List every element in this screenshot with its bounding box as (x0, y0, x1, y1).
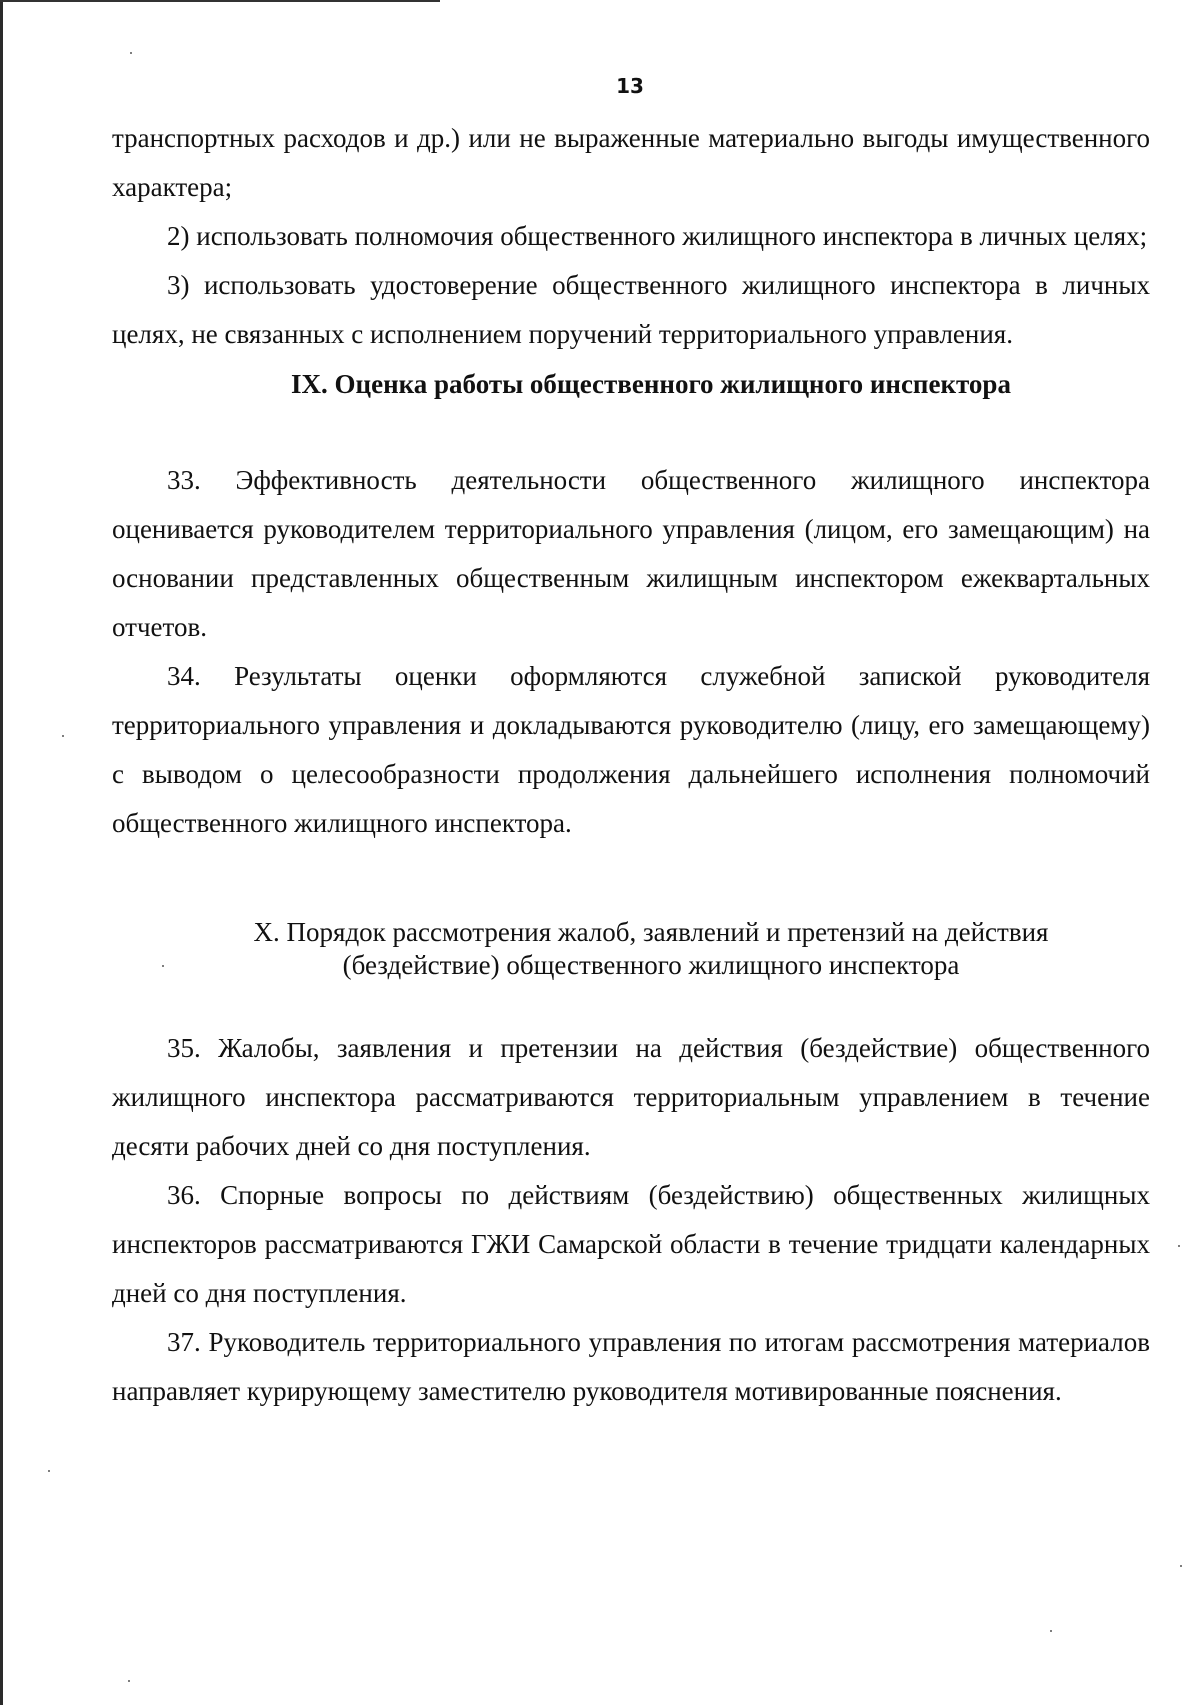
paragraph-continuation: транспортных расходов и др.) или не выраженные материально выгоды имущественного характера; (112, 123, 1150, 202)
page-number: 13 (616, 74, 644, 98)
paragraph-item-3: 3) использовать удостоверение общественного жилищного инспектора в личных целях, не связанных с исполнением поручений территориального управления. (112, 270, 1150, 349)
scan-speck (128, 1680, 130, 1682)
paragraph-36: 36. Спорные вопросы по действиям (бездействию) общественных жилищных инспекторов рассматриваются ГЖИ Самарской области в течение тридцати календарных дней со дня поступления. (112, 1180, 1150, 1308)
section-heading-x (112, 916, 1150, 982)
scan-speck (130, 52, 132, 54)
document-body (112, 114, 1150, 1416)
scan-edge-top (0, 0, 440, 2)
scan-speck (62, 735, 64, 737)
paragraph-35: 35. Жалобы, заявления и претензии на действия (бездействие) общественного жилищного инспектора рассматриваются территориальным управлением в течение десяти рабочих дней со дня поступления. (112, 1033, 1150, 1161)
scan-speck (1050, 1630, 1052, 1632)
scan-speck (1180, 1565, 1182, 1567)
scan-speck (48, 1470, 50, 1472)
scan-edge-left (0, 0, 3, 1705)
paragraph-item-2: 2) использовать полномочия общественного жилищного инспектора в личных целях; (167, 221, 1148, 251)
section-heading-x-line2: (бездействие) общественного жилищного инспектора (342, 950, 960, 980)
paragraph-33: 33. Эффективность деятельности общественного жилищного инспектора оценивается руководителем территориального управления (лицом, его замещающим) на основании представленных общественным жилищным инспектором ежеквартальных отчетов. (112, 465, 1150, 642)
paragraph-37: 37. Руководитель территориального управления по итогам рассмотрения материалов направляет курирующему заместителю руководителя мотивированные пояснения. (112, 1327, 1150, 1406)
section-heading-ix: IX. Оценка работы общественного жилищного инспектора (291, 369, 1011, 399)
section-heading-x-line1: X. Порядок рассмотрения жалоб, заявлений и претензий на действия (253, 917, 1049, 947)
scan-speck (1178, 1245, 1180, 1247)
paragraph-34: 34. Результаты оценки оформляются служебной запиской руководителя территориального управления и докладываются руководителю (лицу, его замещающему) с выводом о целесообразности продолжения дальнейшего исполнения полномочий общественного жилищного инспектора. (112, 661, 1150, 838)
